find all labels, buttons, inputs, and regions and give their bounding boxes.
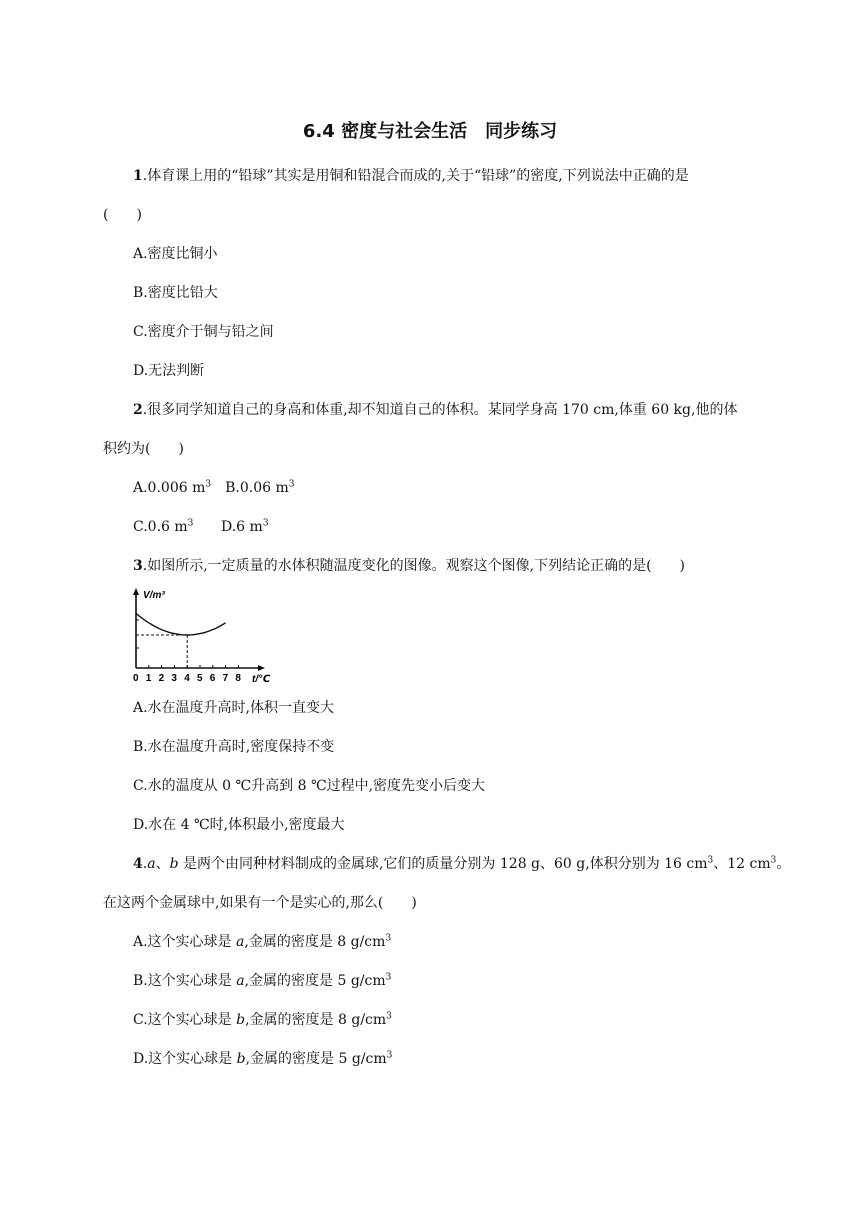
q4-number: 4 [133, 856, 143, 872]
q1-option-a: A.密度比铜小 [133, 246, 218, 262]
q3-option-b: B.水在温度升高时,密度保持不变 [133, 739, 335, 755]
x-axis-label: t/℃ [252, 674, 271, 685]
q4-option-d: D.这个实心球是 b,金属的密度是 5 $g/cm^3$ [133, 1050, 393, 1067]
q2-stem-text: .很多同学知道自己的身高和体重,却不知道自己的体积。某同学身高 170 cm,体重 60 kg,他的体 [142, 402, 738, 418]
q4-option-c: C.这个实心球是 b,金属的密度是 8 $g/cm^3$ [133, 1011, 392, 1028]
q3-option-d: D.水在 4 ℃时,体积最小,密度最大 [133, 817, 345, 833]
data-curve [136, 613, 226, 635]
q1-option-b: B.密度比铅大 [133, 285, 218, 301]
q4-option-b: B.这个实心球是 a,金属的密度是 5 $g/cm^3$ [133, 972, 392, 989]
y-axis-label: V/m³ [143, 590, 165, 601]
q1-number: 1 [133, 168, 143, 184]
q3-option-a: A.水在温度升高时,体积一直变大 [133, 700, 335, 716]
q1-stem-text: .体育课上用的“铅球”其实是用铜和铅混合而成的,关于“铅球”的密度,下列说法中正确的是 [142, 168, 689, 184]
x-tick-label-1: 1 [145, 673, 152, 684]
q3-stem [133, 556, 685, 576]
q2-option-d: D.6 $m^3$ [221, 518, 269, 535]
q2-options-cd [133, 517, 269, 537]
q2-option-b: B.0.06 $m^3$ [225, 479, 295, 496]
x-axis-arrow [258, 665, 265, 671]
q2-stem-continued: 积约为( ) [103, 441, 184, 457]
q2-option-c: C.0.6 $m^3$ [133, 518, 194, 535]
q2-options-ab [133, 478, 294, 498]
page-title: 6.4 密度与社会生活 同步练习 [302, 121, 558, 142]
x-tick-label-2: 2 [158, 673, 165, 684]
q4-stem-continued: 在这两个金属球中,如果有一个是实心的,那么( ) [103, 895, 417, 911]
q1-option-c: C.密度介于铜与铅之间 [133, 324, 274, 340]
q3-stem-text: .如图所示,一定质量的水体积随温度变化的图像。观察这个图像,下列结论正确的是( ) [142, 558, 686, 574]
x-tick-label-0: 0 [133, 673, 139, 684]
dashed-guides [136, 635, 187, 668]
x-tick-label-7: 7 [222, 673, 229, 684]
q2-number: 2 [133, 402, 143, 418]
q2-option-a: A.0.006 $m^3$ [133, 479, 212, 496]
x-tick-label-8: 8 [235, 673, 241, 684]
q3-option-c: C.水的温度从 0 ℃升高到 8 ℃过程中,密度先变小后变大 [133, 778, 486, 794]
q1-blank: ( ) [103, 207, 142, 223]
y-axis-arrow [133, 588, 139, 595]
x-tick-label-4: 4 [184, 673, 190, 684]
q1-option-d: D.无法判断 [133, 363, 205, 379]
x-tick-label-5: 5 [197, 673, 203, 684]
q2-stem [133, 400, 737, 420]
q1-stem [133, 166, 689, 186]
q3-number: 3 [133, 558, 143, 574]
x-tick-label-6: 6 [209, 673, 216, 684]
x-tick-label-3: 3 [171, 673, 177, 684]
x-ticks [133, 665, 241, 684]
q4-stem: 4.a、b 是两个由同种材料制成的金属球,它们的质量分别为 128 g、60 g,体积分别为 16 $cm^3$、12 $cm^3$。 [133, 855, 791, 872]
q4-option-a: A.这个实心球是 a,金属的密度是 8 $g/cm^3$ [133, 933, 392, 950]
volume-temperature-graph [126, 586, 276, 686]
